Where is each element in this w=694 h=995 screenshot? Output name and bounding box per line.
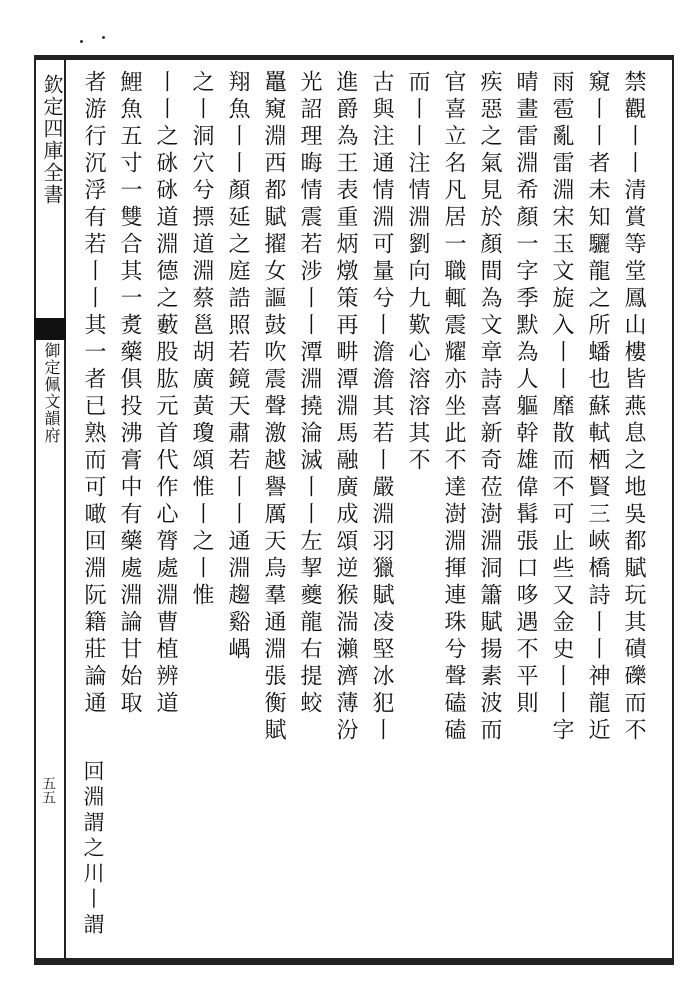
text-column: 鯉魚五寸一雙合其一煑藥俱投沸膏中有藥處淵論甘始取 (117, 70, 142, 718)
text-column: 光詔理晦情震若涉丨丨潭淵撓淪滅丨丨左挈夔龍右提蛟 (297, 70, 322, 718)
speck (80, 40, 83, 43)
text-column: 晴畫雷淵希顏一字季默為人軀幹雄偉髯張口哆遇不平則 (513, 70, 538, 718)
text-column: 之丨洞穴兮摽道淵蔡邕胡廣黃瓊頌惟丨之丨惟 (189, 70, 214, 610)
text-column: 雨雹亂雷淵宋玉文旋入丨丨靡散而不可止些又金史丨丨字 (549, 70, 574, 745)
book-title: 欽定四庫全書 (40, 74, 64, 206)
text-column: 者游行沉浮有若丨丨其一者已熟而可噉回淵阮籍莊論通 (81, 70, 106, 718)
text-column: 丨丨之砯砯道淵德之藪股肱元首代作心膂處淵曹植辨道 (153, 70, 178, 718)
text-column: 窺丨丨者未知驪龍之所蟠也蘇軾栖賢三峽橋詩丨丨神龍近 (585, 70, 610, 745)
text-column: 回淵謂之川丨謂 (81, 760, 105, 939)
frame-bottom-rule (34, 958, 674, 965)
text-column: 疾惡之氣見於顏間為文章詩喜新奇莅澍淵洞簫賦揚素波而 (477, 70, 502, 745)
page-number: 五五 (40, 776, 56, 804)
text-column: 官喜立名凡居一職輒震耀亦坐此不達澍淵揮連珠兮聲磕磕 (441, 70, 466, 745)
text-column: 古與注通情淵可量兮丨澹澹其若丨嚴淵羽獵賦凌堅冰犯丨 (369, 70, 394, 745)
frame-top-rule (34, 55, 674, 60)
speck (102, 36, 105, 39)
text-column: 鼉窺淵西都賦擢女謳鼓吹震聲激越譽厲天烏羣通淵張衡賦 (261, 70, 286, 745)
text-column: 翔魚丨丨顏延之庭誥照若鏡天肅若丨丨通淵趨谿嵎 (225, 70, 250, 664)
text-column: 進爵為王表重炳燉策再畊潭淵馬融廣成頌逆猴湍瀨濟薄汾 (333, 70, 358, 745)
text-column: 禁觀丨丨清賞等堂鳳山樓皆燕息之地吳都賦玩其磧礫而不 (621, 70, 646, 745)
text-column: 而丨丨注情淵劉向九歎心溶溶其不 (405, 70, 430, 475)
fish-tail-mark (34, 318, 66, 340)
volume-title: 御定佩文韻府 (42, 342, 61, 444)
